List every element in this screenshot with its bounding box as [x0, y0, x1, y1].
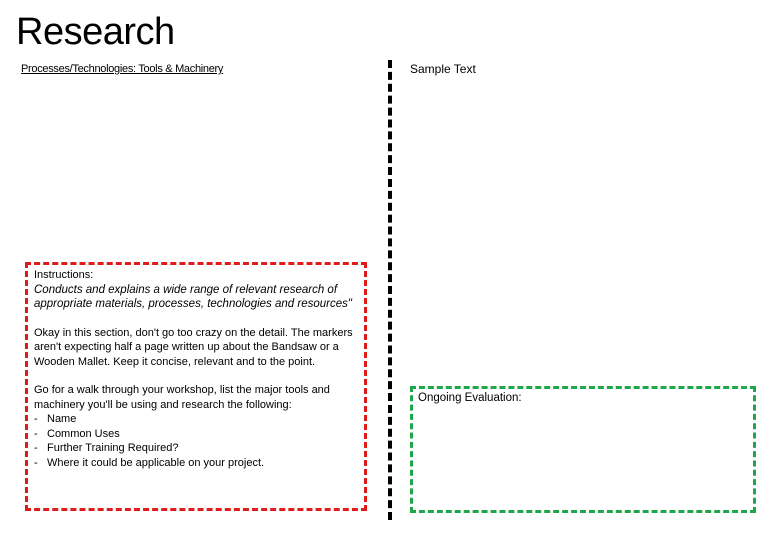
- page-title: Research: [16, 11, 175, 53]
- instructions-paragraph-1: Okay in this section, don't go too crazy on the detail. The markers aren't expecting half a page written up about the Bandsaw or a Wooden Mallet. Keep it concise, relevant and to the point.: [34, 326, 353, 368]
- evaluation-label: Ongoing Evaluation:: [418, 392, 522, 404]
- research-checklist: [34, 412, 358, 470]
- evaluation-box: [410, 386, 756, 513]
- sample-text: Sample Text: [410, 62, 476, 76]
- instructions-paragraph-2: Go for a walk through your workshop, list the major tools and machinery you'll be using and research the following:: [34, 384, 330, 411]
- instructions-box: [25, 262, 367, 511]
- list-item: - Common Uses: [34, 427, 358, 442]
- instructions-quote: Conducts and explains a wide range of relevant research of appropriate materials, processes, technologies and resources": [34, 283, 352, 310]
- vertical-dashed-divider: [388, 60, 392, 520]
- list-item: - Further Training Required?: [34, 441, 358, 456]
- list-item: - Where it could be applicable on your project.: [34, 456, 358, 471]
- list-item: - Name: [34, 412, 358, 427]
- instructions-heading: Instructions:: [34, 269, 94, 281]
- section-subtitle: Processes/Technologies: Tools & Machinery: [21, 63, 224, 75]
